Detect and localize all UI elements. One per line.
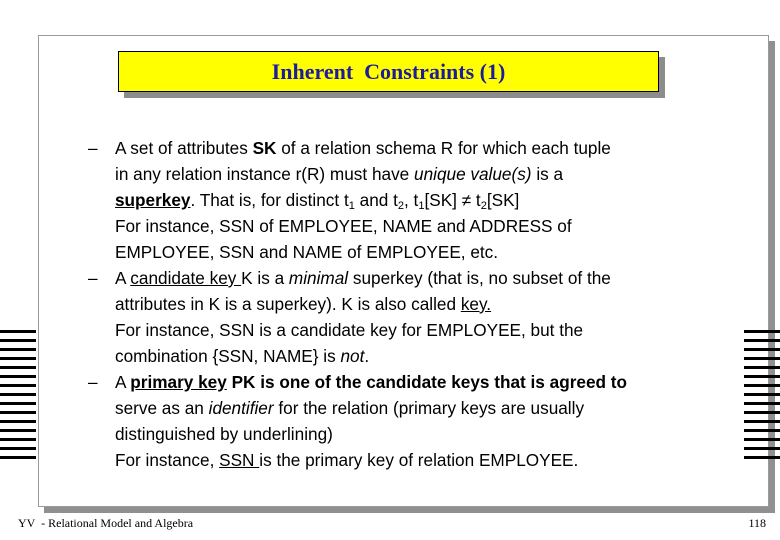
term-primary-key: primary key <box>130 372 227 392</box>
bullet-dash: – <box>88 268 98 288</box>
bullet-line <box>88 187 728 213</box>
bullet-text <box>88 138 611 158</box>
bullet-text <box>88 372 627 392</box>
term-superkey: superkey <box>115 190 191 210</box>
term-minimal: minimal <box>288 268 349 288</box>
subscript: 2 <box>397 200 404 212</box>
text-run: [SK] <box>424 190 462 210</box>
subscript: 1 <box>348 200 355 212</box>
footer-page-number: 118 <box>748 516 766 530</box>
bullet-line <box>88 265 728 291</box>
text-run: superkey (that is, no subset of the <box>348 268 611 288</box>
bullet-line <box>88 395 728 421</box>
term-ssn-underlined: SSN <box>219 450 260 470</box>
subscript: 1 <box>418 200 425 212</box>
bullet-line: For instance, SSN is a candidate key for EMPLOYEE, but the <box>115 320 584 340</box>
decorative-lines-right <box>744 330 780 462</box>
text-run: . That is, for distinct t <box>190 190 349 210</box>
text-run: is a <box>531 164 564 184</box>
slide-content <box>88 135 728 473</box>
bullet-dash: – <box>88 138 98 158</box>
not-equal-symbol: ≠ <box>461 190 472 210</box>
bullet-line <box>88 447 728 473</box>
text-run: in any relation instance r(R) must have <box>115 164 415 184</box>
text-run: t <box>471 190 481 210</box>
term-candidate-key: candidate key <box>130 268 242 288</box>
term-not: not <box>340 346 365 366</box>
text-run: K is a <box>241 268 289 288</box>
term-identifier: identifier <box>208 398 274 418</box>
bullet-line <box>88 343 728 369</box>
bullet-line <box>88 161 728 187</box>
bullet-line <box>88 291 728 317</box>
term-sk: SK <box>252 138 277 158</box>
bullet-line <box>88 135 728 161</box>
slide-title: Inherent Constraints (1) <box>271 58 506 84</box>
text-run: is the primary key of relation EMPLOYEE. <box>259 450 579 470</box>
bullet-line: distinguished by underlining) <box>115 424 333 444</box>
decorative-lines-left <box>0 330 36 462</box>
text-run: serve as an <box>115 398 209 418</box>
text-run: A <box>115 372 131 392</box>
text-run: combination {SSN, NAME} is <box>115 346 341 366</box>
text-run: , t <box>404 190 419 210</box>
bullet-line: EMPLOYEE, SSN and NAME of EMPLOYEE, etc. <box>115 242 499 262</box>
bullet-dash: – <box>88 372 98 392</box>
subscript: 2 <box>480 200 487 212</box>
text-run: attributes in K is a superkey). K is also called <box>115 294 461 314</box>
text-run: [SK] <box>486 190 520 210</box>
text-run: PK is one of the candidate keys that is agreed to <box>226 372 628 392</box>
title-box <box>118 51 659 92</box>
text-run: A set of attributes <box>115 138 253 158</box>
text-run: of a relation schema R for which each tuple <box>276 138 611 158</box>
text-run: for the relation (primary keys are usually <box>273 398 585 418</box>
bullet-line <box>88 369 728 395</box>
term-key: key. <box>460 294 492 314</box>
term-unique-values: unique value(s) <box>414 164 532 184</box>
bullet-line: For instance, SSN of EMPLOYEE, NAME and ADDRESS of <box>115 216 572 236</box>
footer-course-title: YV - Relational Model and Algebra <box>18 516 194 530</box>
text-run: . <box>364 346 370 366</box>
text-run: and t <box>354 190 398 210</box>
bullet-text <box>88 268 611 288</box>
text-run: A <box>115 268 131 288</box>
text-run: For instance, <box>115 450 220 470</box>
